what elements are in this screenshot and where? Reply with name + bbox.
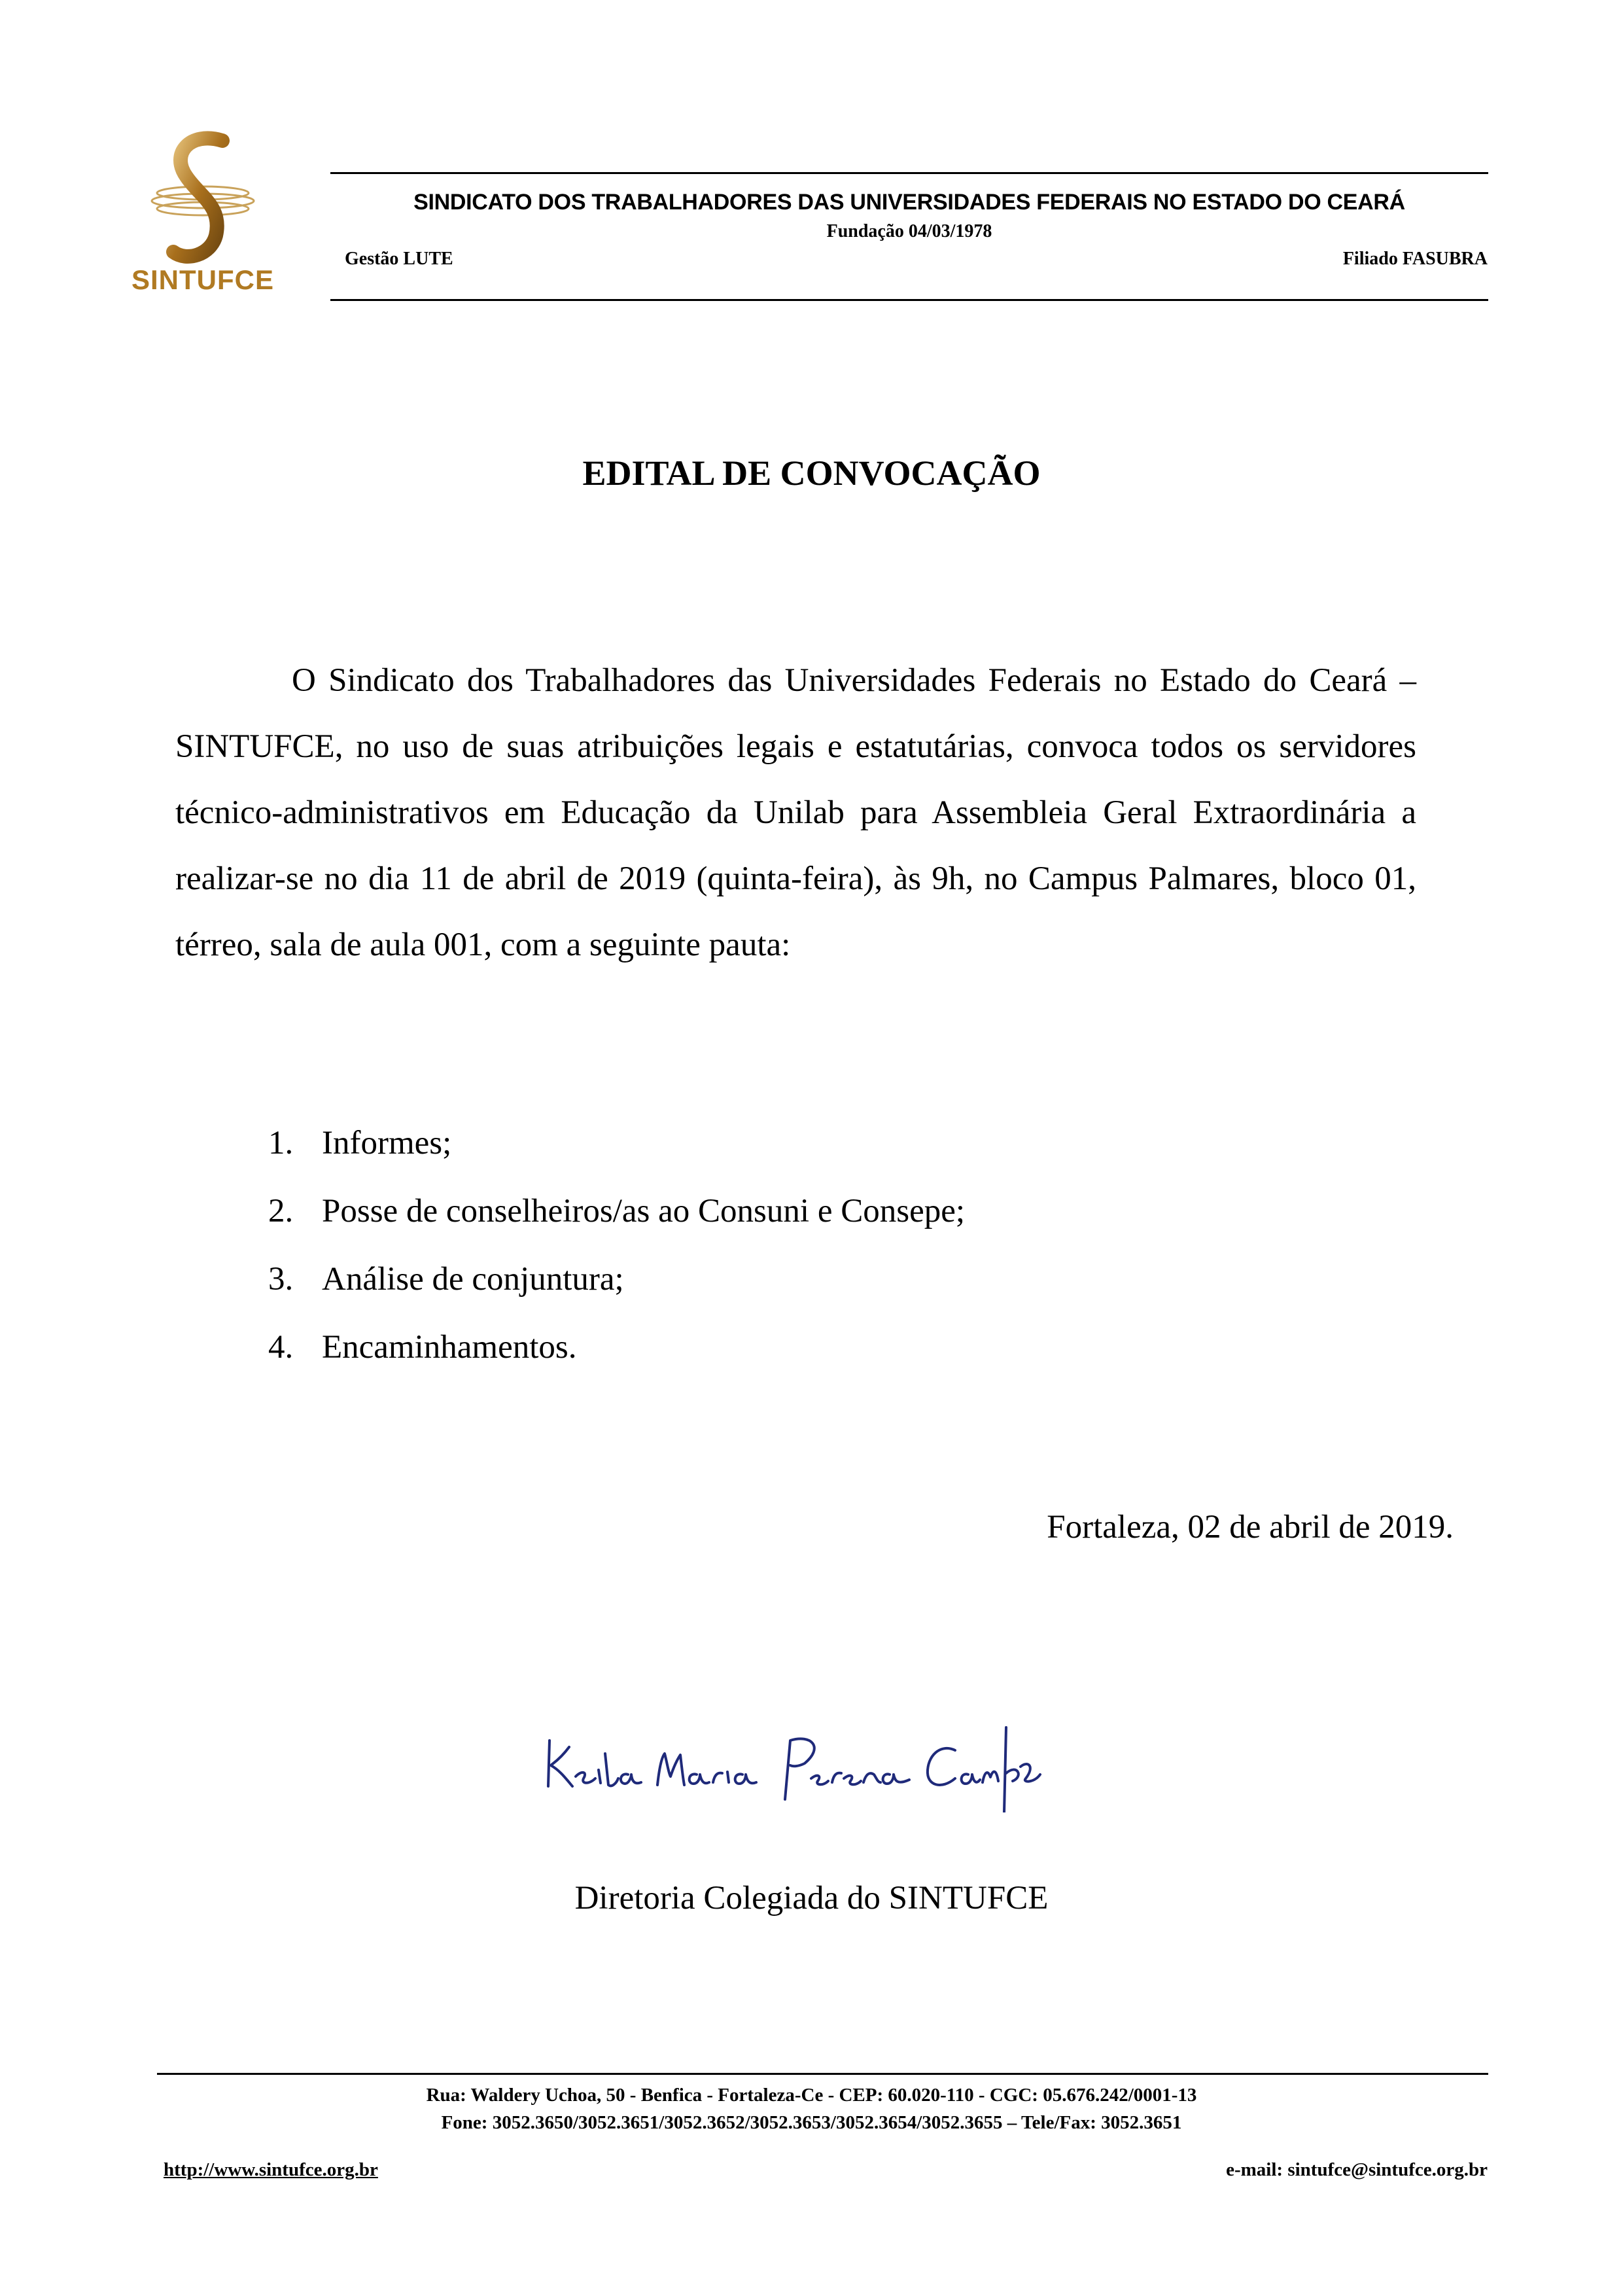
- footer-divider: [157, 2073, 1488, 2075]
- gestao-label: Gestão LUTE: [345, 249, 453, 269]
- document-title: EDITAL DE CONVOCAÇÃO: [582, 453, 1041, 493]
- agenda-item-text: Análise de conjuntura;: [322, 1261, 624, 1298]
- footer-phones: Fone: 3052.3650/3052.3651/3052.3652/3052.3653/3052.3654/3052.3655 – Tele/Fax: 3052.3651: [441, 2112, 1182, 2133]
- agenda-item: [268, 1313, 965, 1381]
- signature-icon: [536, 1701, 1060, 1812]
- agenda-item: [268, 1109, 965, 1177]
- affiliation-label: Filiado FASUBRA: [1342, 249, 1488, 269]
- signer-name: Diretoria Colegiada do SINTUFCE: [574, 1880, 1049, 1916]
- agenda-item: [268, 1177, 965, 1245]
- agenda-item-text: Informes;: [322, 1125, 452, 1161]
- header-divider-bottom: [330, 299, 1488, 301]
- agenda-item: [268, 1245, 965, 1313]
- agenda-item-number: 3.: [268, 1261, 294, 1298]
- agenda-item-text: Encaminhamentos.: [322, 1329, 577, 1366]
- footer-email: e-mail: sintufce@sintufce.org.br: [1226, 2159, 1488, 2180]
- organization-name: SINDICATO DOS TRABALHADORES DAS UNIVERSIDADES FEDERAIS NO ESTADO DO CEARÁ: [413, 190, 1405, 215]
- footer-address: Rua: Waldery Uchoa, 50 - Benfica - Fortaleza-Ce - CEP: 60.020-110 - CGC: 05.676.242/0001-13: [426, 2085, 1197, 2106]
- agenda-item-text: Posse de conselheiros/as ao Consuni e Consepe;: [322, 1193, 966, 1229]
- place-and-date: Fortaleza, 02 de abril de 2019.: [1047, 1509, 1454, 1545]
- handwritten-signature: [536, 1701, 1060, 1812]
- logo-wordmark: SINTUFCE: [131, 264, 274, 295]
- foundation-date: Fundação 04/03/1978: [826, 221, 992, 241]
- agenda-list: [268, 1109, 965, 1381]
- agenda-item-number: 2.: [268, 1193, 294, 1229]
- agenda-item-number: 1.: [268, 1125, 294, 1161]
- convocation-paragraph: O Sindicato dos Trabalhadores das Universidades Federais no Estado do Ceará – SINTUFCE, no uso de suas atribuições legais e estatutárias, convoca todos os servidores técnico-administrativos em Educação da Unilab para Assembleia Geral Extraordinária a realizar-se no dia 11 de abril de 2019 (quinta-feira), às 9h, no Campus Palmares, bloco 01, térreo, sala de aula 001, com a seguinte pauta:: [175, 662, 1416, 963]
- header-divider-top: [330, 172, 1488, 174]
- website-link[interactable]: http://www.sintufce.org.br: [164, 2159, 378, 2180]
- agenda-item-number: 4.: [268, 1329, 294, 1366]
